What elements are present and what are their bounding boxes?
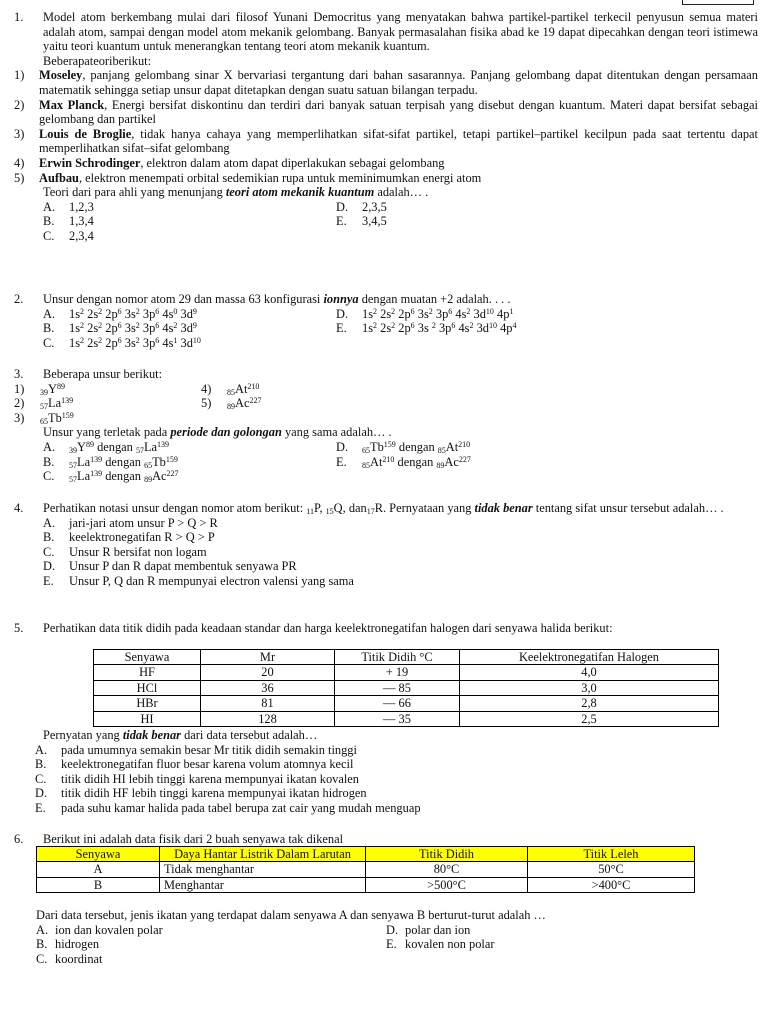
table-header: Titik Didih °C — [335, 650, 460, 665]
table-header: Senyawa — [37, 847, 160, 862]
question-number: 6. — [14, 832, 24, 846]
option-d[interactable]: D. polar dan ion — [386, 922, 471, 937]
question-number: 1. — [14, 10, 24, 24]
option-e[interactable]: E. Unsur P, Q dan R mempunyai electron valensi yang sama — [43, 573, 354, 588]
question-text: Perhatikan notasi unsur dengan nomor atom berikut: $_{11}$P, $_{15}$Q, dan$_{17}$R. Pernyataan yang tidak benar tentang sifat unsur tersebut adalah… . — [43, 501, 724, 516]
table-row: HI 128 — 35 2,5 — [94, 711, 719, 726]
list-item: 2) Max Planck, Energi bersifat diskontinu dan terdiri dari banyak satuan terpisah yang disebut dengan kuantum. Materi dapat bersifat sebagai gelombang dan partikel — [14, 97, 758, 127]
table-row: A Tidak menghantar 80°C 50°C — [37, 862, 695, 877]
question-number: 4. — [14, 501, 24, 515]
option-b[interactable]: B. hidrogen — [36, 937, 100, 952]
option-c[interactable]: C. titik didih HI lebih tinggi karena mempunyai ikatan kovalen — [35, 771, 359, 786]
list-item: 1) Moseley, panjang gelombang sinar X bervariasi tergantung dari bahan sasarannya. Panjang gelombang dapat ditentukan dengan persamaan matematik sehingga setiap unsur dapat ditetapkan dengan suatu satuan bilangan terpadu. — [14, 68, 758, 97]
question-number: 2. — [14, 292, 24, 306]
compound-data-table — [36, 846, 695, 893]
option-d[interactable]: D. $1s^2$ $2s^2$ $2p^6$ $3s^2$ $3p^6$ $4s^2$ $3d^{10}$ $4p^1$ — [336, 306, 514, 321]
option-e[interactable]: E. 3,4,5 — [336, 214, 387, 229]
answer-options — [36, 923, 758, 967]
option-b[interactable]: B. keelektronegatifan R > Q > P — [43, 530, 215, 545]
table-row: HF 20 + 19 4,0 — [94, 665, 719, 680]
question-intro: Perhatikan data titik didih pada keadaan standar dan harga keelektronegatifan halogen dari senyawa halida berikut: — [43, 621, 613, 635]
option-c[interactable]: C. 2,3,4 — [43, 228, 94, 243]
option-b[interactable]: B. 1,3,4 — [43, 214, 94, 229]
option-c[interactable]: C. koordinat — [36, 951, 103, 966]
answer-options — [43, 200, 758, 244]
table-header-row — [37, 847, 695, 862]
option-e[interactable]: E. $1s^2$ $2s^2$ $2p^6$ 3s $^2$ $3p^6$ $4s^2$ $3d^{10}$ $4p^4$ — [336, 321, 517, 336]
question-intro: Berikut ini adalah data fisik dari 2 buah senyawa tak dikenal — [43, 832, 344, 846]
question-text: Teori dari para ahli yang menunjang teori atom mekanik kuantum adalah… . — [43, 185, 429, 200]
option-b[interactable]: B. $_{57}La^{139}$ dengan $_{65}Tb^{159}$ — [43, 454, 178, 470]
answer-options — [35, 743, 758, 816]
table-header: Daya Hantar Listrik Dalam Larutan — [160, 847, 366, 862]
list-item: 3) Louis de Broglie, tidak hanya cahaya yang memperlihatkan sifat-sifat partikel, tetapi partikel–partikel kecilpun pada saat tertentu dapat memperlihatkan sifat–sifat gelombang — [14, 126, 758, 156]
question-intro: Model atom berkembang mulai dari filosof Yunani Democritus yang menyatakan bahwa partikel-partikel terkecil penyusun semua materi adalah atom, sampai dengan model atom mekanik gelombang. Banyak permasalahan fisika abad ke 19 dapat dipecahkan dengan teori istimewa yaitu teori kuantum untuk menerangkan tentang teori atom mekanik kuantum. — [43, 10, 758, 54]
list-item: 5) Aufbau, elektron menempati orbital sedemikian rupa untuk meminimumkan energi atom — [14, 170, 482, 185]
header-box — [682, 0, 754, 5]
answer-options — [43, 307, 758, 351]
table-header: Senyawa — [94, 650, 201, 665]
option-a[interactable]: A. ion dan kovalen polar — [36, 922, 163, 937]
question-number: 5. — [14, 621, 24, 635]
table-header-row — [94, 650, 719, 665]
option-a[interactable]: A. jari-jari atom unsur P > Q > R — [43, 515, 218, 530]
question-number: 3. — [14, 367, 24, 381]
list-item: 4) Erwin Schrodinger, elektron dalam atom dapat diperlakukan sebagai gelombang — [14, 155, 445, 170]
option-d[interactable]: D. $_{65}Tb^{159}$ dengan $_{85}At^{210}$ — [336, 439, 471, 455]
question-text: Unsur yang terletak pada periode dan golongan yang sama adalah… . — [43, 425, 392, 440]
option-d[interactable]: D. Unsur P dan R dapat membentuk senyawa PR — [43, 559, 297, 574]
option-d[interactable]: D. titik didih HF lebih tinggi karena mempunyai ikatan hidrogen — [35, 786, 367, 801]
question-text: Pernyatan yang tidak benar dari data tersebut adalah… — [43, 728, 318, 742]
question-text: Dari data tersebut, jenis ikatan yang terdapat dalam senyawa A dan senyawa B berturut-turut adalah … — [36, 908, 546, 922]
table-row: B Menghantar >500°C >400°C — [37, 877, 695, 892]
table-header: Titik Leleh — [528, 847, 695, 862]
question-lead: Beberapa unsur berikut: — [43, 367, 163, 381]
option-b[interactable]: B. keelektronegatifan fluor besar karena volum atomnya kecil — [35, 757, 354, 772]
question-text: Unsur dengan nomor atom 29 dan massa 63 konfigurasi ionnya dengan muatan +2 adalah. . . . — [43, 292, 511, 306]
option-b[interactable]: B. $1s^2$ $2s^2$ $2p^6$ $3s^2$ $3p^6$ $4s^2$ $3d^9$ — [43, 321, 197, 336]
option-e[interactable]: E. pada suhu kamar halida pada tabel berupa zat cair yang mudah menguap — [35, 800, 421, 815]
element-list: 1) $_{39}Y^{89}$ 4) $_{85}At^{210}$ 2) $_{57}La^{139}$ 5) $_{89}Ac^{227}$ 3) $_{65}Tb^{159}$ — [14, 381, 262, 426]
table-row: HBr 81 — 66 2,8 — [94, 696, 719, 711]
option-c[interactable]: C. $1s^2$ $2s^2$ $2p^6$ $3s^2$ $3p^6$ $4s^1$ $3d^{10}$ — [43, 335, 201, 350]
halide-data-table — [93, 649, 719, 727]
answer-options — [43, 440, 758, 484]
option-a[interactable]: A. pada umumnya semakin besar Mr titik didih semakin tinggi — [35, 742, 357, 757]
option-a[interactable]: A. $1s^2$ $2s^2$ $2p^6$ $3s^2$ $3p^6$ $4s^0$ $3d^9$ — [43, 306, 197, 321]
option-e[interactable]: E. kovalen non polar — [386, 937, 495, 952]
table-row: HCl 36 — 85 3,0 — [94, 680, 719, 695]
option-c[interactable]: C. $_{57}La^{139}$ dengan $_{89}Ac^{227}$ — [43, 469, 179, 485]
table-header: Titik Didih — [366, 847, 528, 862]
theory-lead: Beberapateoriberikut: — [43, 53, 152, 68]
option-a[interactable]: A. $_{39}Y^{89}$ dengan $_{57}La^{139}$ — [43, 439, 170, 455]
option-c[interactable]: C. Unsur R bersifat non logam — [43, 544, 207, 559]
option-a[interactable]: A. 1,2,3 — [43, 199, 94, 214]
table-header: Mr — [201, 650, 335, 665]
option-e[interactable]: E. $_{85}At^{210}$ dengan $_{89}Ac^{227}$ — [336, 454, 471, 470]
table-header: Keelektronegatifan Halogen — [460, 650, 719, 665]
option-d[interactable]: D. 2,3,5 — [336, 199, 387, 214]
answer-options — [43, 516, 758, 589]
